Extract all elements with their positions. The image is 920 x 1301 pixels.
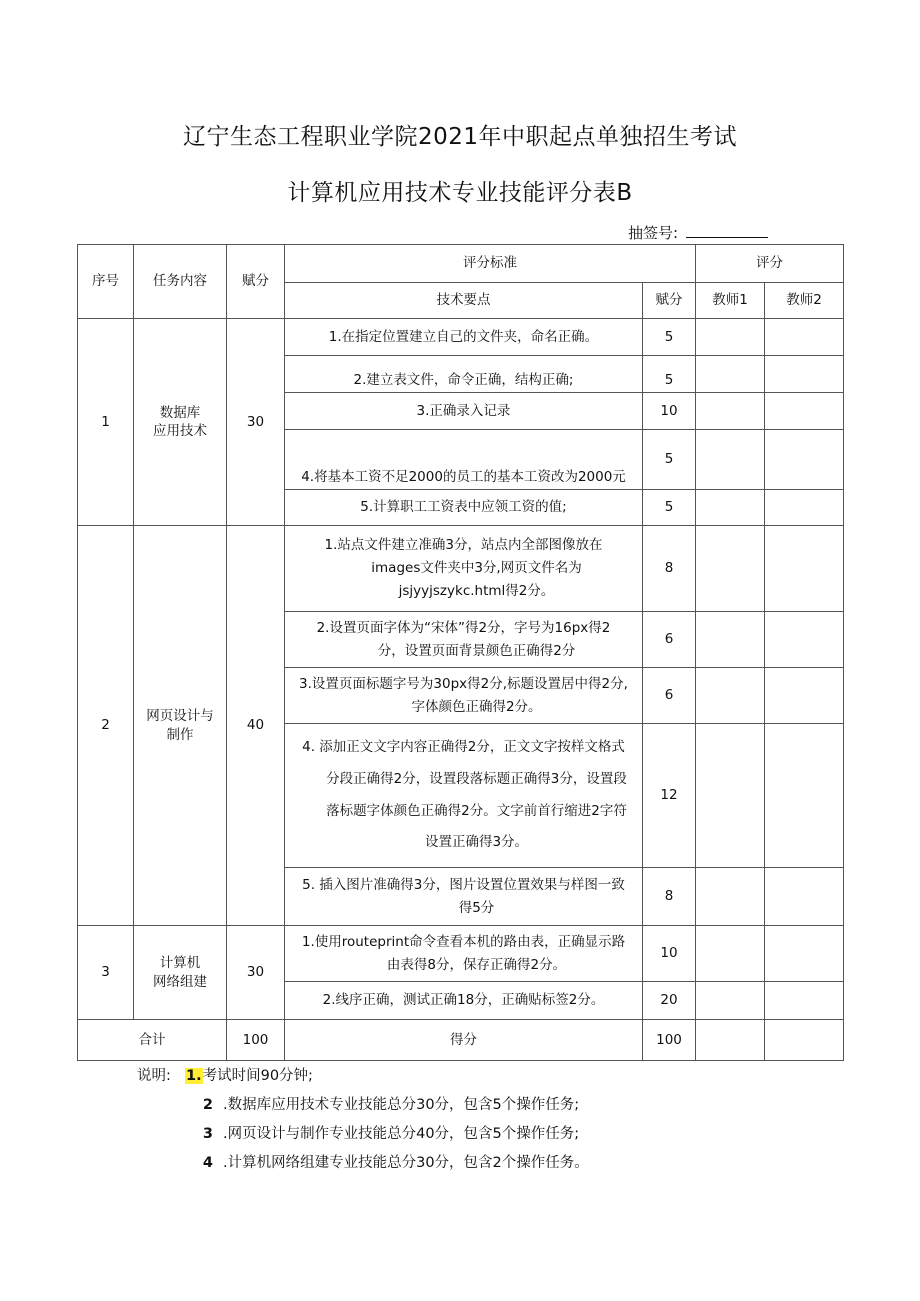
criterion-line: 1.站点文件建立准确3分，站点内全部图像放在: [324, 537, 603, 554]
task-points: 30: [227, 926, 285, 1020]
teacher-2-cell[interactable]: [765, 668, 844, 724]
note-item: [137, 1120, 589, 1149]
criterion-score: 5: [643, 490, 696, 526]
note-body: .数据库应用技术专业技能总分30分，包含5个操作任务;: [223, 1097, 580, 1113]
teacher-1-cell[interactable]: [696, 319, 765, 356]
total-points: 100: [227, 1020, 285, 1061]
criterion-line: 1.使用routeprint命令查看本机的路由表，正确显示路: [301, 933, 626, 950]
header-grade: 评分: [696, 245, 844, 283]
criterion-line: 得5分: [458, 899, 495, 916]
criterion-score: 5: [643, 430, 696, 490]
teacher-1-cell[interactable]: [696, 982, 765, 1020]
note-number-highlight: 1.: [186, 1068, 202, 1084]
criterion-line: 分，设置页面背景颜色正确得2分: [377, 642, 576, 659]
notes-label: 说明:: [137, 1068, 171, 1084]
task-name: [134, 526, 227, 926]
criterion-text: [285, 612, 643, 668]
task-name: [134, 319, 227, 526]
criterion-text: 1.在指定位置建立自己的文件夹，命名正确。: [285, 319, 643, 356]
document-title: 辽宁生态工程职业学院2021年中职起点单独招生考试: [182, 124, 738, 150]
task-name-line: 制作: [166, 726, 194, 743]
note-item: [137, 1062, 589, 1091]
criterion-line: images文件夹中3分,网页文件名为: [371, 560, 582, 577]
criterion-line: 4. 添加正文文字内容正确得2分，正文文字按样文格式: [302, 739, 625, 756]
criterion-line: 5. 插入图片准确得3分，图片设置位置效果与样图一致: [302, 876, 625, 893]
teacher-2-cell[interactable]: [765, 490, 844, 526]
criterion-text: [285, 868, 643, 926]
note-body: .网页设计与制作专业技能总分40分，包含5个操作任务;: [223, 1126, 580, 1142]
table-row: [78, 526, 844, 612]
task-name-line: 计算机: [159, 955, 201, 972]
criterion-text: 2.线序正确，测试正确18分，正确贴标签2分。: [285, 982, 643, 1020]
criterion-text: 3.正确录入记录: [285, 393, 643, 430]
criterion-score: 5: [643, 319, 696, 356]
criterion-text: [285, 668, 643, 724]
header-teacher-1: 教师1: [696, 283, 765, 319]
notes-section: [137, 1062, 589, 1178]
criterion-line: 由表得8分，保存正确得2分。: [386, 956, 567, 973]
header-teacher-2: 教师2: [765, 283, 844, 319]
teacher-2-cell[interactable]: [765, 393, 844, 430]
criterion-line: 3.设置页面标题字号为30px得2分,标题设置居中得2分,: [299, 675, 628, 692]
header-points-2: 赋分: [643, 283, 696, 319]
criterion-score: 8: [643, 526, 696, 612]
lot-number-field: [628, 222, 768, 243]
criterion-score: 5: [643, 356, 696, 393]
criterion-text: 4.将基本工资不足2000的员工的基本工资改为2000元: [285, 430, 643, 490]
task-name: [134, 926, 227, 1020]
note-text: [185, 1062, 313, 1091]
teacher-1-cell[interactable]: [696, 926, 765, 982]
total-label: 合计: [78, 1020, 227, 1061]
score-total: 100: [643, 1020, 696, 1061]
teacher-2-cell[interactable]: [765, 926, 844, 982]
task-name-line: 网络组建: [153, 973, 207, 990]
note-number: 2: [202, 1097, 213, 1113]
lot-number-label: 抽签号:: [628, 224, 679, 242]
criterion-line: 字体颜色正确得2分。: [411, 698, 542, 715]
task-name-line: 数据库: [159, 404, 201, 421]
header-points: 赋分: [227, 245, 285, 319]
teacher-2-total-cell[interactable]: [765, 1020, 844, 1061]
teacher-1-cell[interactable]: [696, 612, 765, 668]
criterion-score: 6: [643, 668, 696, 724]
teacher-2-cell[interactable]: [765, 868, 844, 926]
criterion-line: 设置正确得3分。: [424, 834, 529, 851]
task-seq: 3: [78, 926, 134, 1020]
header-criteria: 评分标准: [285, 245, 696, 283]
header-row-1: [78, 245, 844, 283]
criterion-text: 5.计算职工工资表中应领工资的值;: [285, 490, 643, 526]
criterion-score: 6: [643, 612, 696, 668]
scoring-table: [77, 244, 844, 1061]
header-seq: 序号: [78, 245, 134, 319]
note-item: [137, 1149, 589, 1178]
criterion-text: [285, 926, 643, 982]
note-body: .计算机网络组建专业技能总分30分，包含2个操作任务。: [223, 1155, 589, 1171]
criterion-score: 10: [643, 393, 696, 430]
note-item: [137, 1091, 589, 1120]
score-label: 得分: [285, 1020, 643, 1061]
header-task: 任务内容: [134, 245, 227, 319]
header-tech-points: 技术要点: [285, 283, 643, 319]
criterion-line: 落标题字体颜色正确得2分。文字前首行缩进2字符: [326, 802, 627, 819]
total-row: [78, 1020, 844, 1061]
table-row: [78, 319, 844, 356]
table-row: [78, 926, 844, 982]
task-seq: 1: [78, 319, 134, 526]
criterion-line: 2.设置页面字体为“宋体”得2分，字号为16px得2: [316, 619, 611, 636]
teacher-1-cell[interactable]: [696, 668, 765, 724]
criterion-text: [285, 724, 643, 868]
task-name-line: 网页设计与: [146, 708, 214, 725]
teacher-2-cell[interactable]: [765, 612, 844, 668]
task-points: 40: [227, 526, 285, 926]
criterion-line: 分段正确得2分，设置段落标题正确得3分，设置段: [326, 770, 627, 787]
teacher-1-cell[interactable]: [696, 356, 765, 393]
teacher-1-cell[interactable]: [696, 393, 765, 430]
teacher-2-cell[interactable]: [765, 982, 844, 1020]
teacher-1-cell[interactable]: [696, 868, 765, 926]
criterion-score: 20: [643, 982, 696, 1020]
teacher-2-cell[interactable]: [765, 319, 844, 356]
teacher-1-total-cell[interactable]: [696, 1020, 765, 1061]
criterion-score: 12: [643, 724, 696, 868]
lot-number-blank[interactable]: [686, 225, 768, 238]
criterion-score: 8: [643, 868, 696, 926]
criterion-line: jsjyyjszykc.html得2分。: [398, 582, 555, 599]
teacher-1-cell[interactable]: [696, 724, 765, 868]
document-subtitle: 计算机应用技术专业技能评分表B: [287, 180, 633, 206]
teacher-1-cell[interactable]: [696, 526, 765, 612]
criterion-score: 10: [643, 926, 696, 982]
teacher-1-cell[interactable]: [696, 430, 765, 490]
task-points: 30: [227, 319, 285, 526]
teacher-2-cell[interactable]: [765, 430, 844, 490]
task-seq: 2: [78, 526, 134, 926]
task-name-line: 应用技术: [153, 423, 207, 439]
teacher-1-cell[interactable]: [696, 490, 765, 526]
criterion-text: 2.建立表文件，命令正确，结构正确;: [285, 356, 643, 393]
teacher-2-cell[interactable]: [765, 356, 844, 393]
teacher-2-cell[interactable]: [765, 526, 844, 612]
note-number: 3: [202, 1126, 213, 1142]
criterion-text: [285, 526, 643, 612]
note-body: 考试时间90分钟;: [202, 1068, 313, 1084]
teacher-2-cell[interactable]: [765, 724, 844, 868]
note-number: 4: [202, 1155, 213, 1171]
